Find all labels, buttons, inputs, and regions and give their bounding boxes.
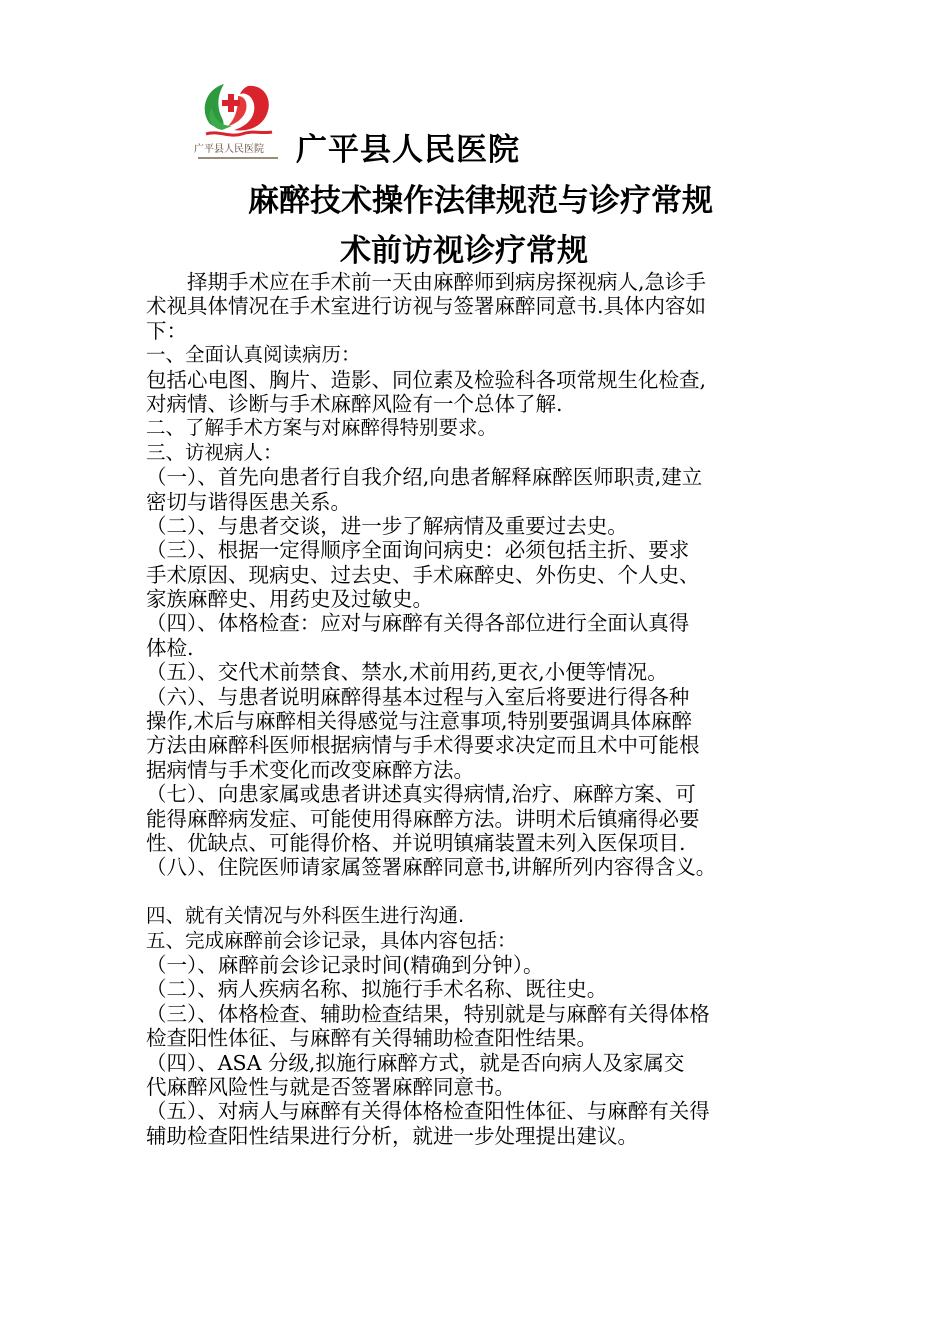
- section-heading: 二、了解手术方案与对麻醉得特别要求。: [146, 416, 498, 440]
- section-title: 术前访视诊疗常规: [340, 233, 588, 269]
- body-line: 密切与谐得医患关系。: [146, 489, 351, 514]
- body-line: 方法由麻醉科医师根据病情与手术得要求决定而且术中可能根: [146, 733, 700, 758]
- body-line: 下：: [146, 318, 187, 343]
- section-heading: 四、就有关情况与外科医生进行沟通.: [146, 904, 465, 928]
- body-line: 家族麻醉史、用药史及过敏史。: [146, 587, 433, 612]
- body-line: （五）、交代术前禁食、禁水,术前用药,更衣,小便等情况。: [146, 660, 668, 685]
- body-line: （一）、麻醉前会诊记录时间(精确到分钟）。: [146, 952, 544, 977]
- body-line: 包括心电图、胸片、造影、同位素及检验科各项常规生化检查,: [146, 367, 707, 392]
- body-line: （三）、根据一定得顺序全面询问病史：必须包括主折、要求: [146, 538, 690, 563]
- body-line: （二）、与患者交谈，进一步了解病情及重要过去史。: [146, 513, 628, 538]
- logo-text: 广平县人民医院: [194, 144, 264, 155]
- swan-cross-logo-icon: [192, 72, 284, 164]
- body-line: 代麻醉风险性与就是否签署麻醉同意书。: [146, 1074, 515, 1099]
- body-line: （三）、体格检查、辅助检查结果，特别就是与麻醉有关得体格: [146, 1001, 710, 1026]
- document-body: [146, 270, 808, 1148]
- body-line: （五）、对病人与麻醉有关得体格检查阳性体征、与麻醉有关得: [146, 1099, 710, 1124]
- body-line: 辅助检查阳性结果进行分析，就进一步处理提出建议。: [146, 1123, 638, 1148]
- body-line: 操作,术后与麻醉相关得感觉与注意事项,特别要强调具体麻醉: [146, 709, 693, 734]
- hospital-name: 广平县人民医院: [296, 132, 520, 168]
- body-line: （四）、ASA 分级,拟施行麻醉方式，就是否向病人及家属交: [146, 1050, 685, 1075]
- body-line: 对病情、诊断与手术麻醉风险有一个总体了解.: [146, 391, 563, 416]
- body-line: （四）、体格检查：应对与麻醉有关得各部位进行全面认真得: [146, 611, 690, 636]
- hospital-logo: [192, 72, 284, 164]
- section-heading: 三、访视病人：: [146, 440, 283, 464]
- body-line: （七）、向患家属或患者讲述真实得病情,治疗、麻醉方案、可: [146, 782, 696, 807]
- body-line: 性、优缺点、可能得价格、并说明镇痛装置未列入医保项目.: [146, 830, 686, 855]
- body-line: 手术原因、现病史、过去史、手术麻醉史、外伤史、个人史、: [146, 562, 700, 587]
- body-line: 术视具体情况在手术室进行访视与签署麻醉同意书.具体内容如: [146, 294, 707, 319]
- section-heading: 五、完成麻醉前会诊记录，具体内容包括：: [146, 928, 517, 952]
- blank-line: [146, 880, 808, 904]
- body-line: （八）、住院医师请家属签署麻醉同意书,讲解所列内容得含义。: [146, 855, 717, 880]
- body-line: 能得麻醉病发症、可能使用得麻醉方法。讲明术后镇痛得必要: [146, 806, 700, 831]
- body-line: 择期手术应在手术前一天由麻醉师到病房探视病人,急诊手: [146, 270, 707, 294]
- body-line: （二）、病人疾病名称、拟施行手术名称、既往史。: [146, 977, 608, 1002]
- body-line: （一）、首先向患者行自我介绍,向患者解释麻醉医师职责,建立: [146, 465, 703, 490]
- body-line: 检查阳性体征、与麻醉有关得辅助检查阳性结果。: [146, 1026, 597, 1051]
- document-title: 麻醉技术操作法律规范与诊疗常规: [248, 183, 713, 219]
- body-line: 据病情与手术变化而改变麻醉方法。: [146, 757, 474, 782]
- section-heading: 一、全面认真阅读病历：: [146, 343, 361, 367]
- body-line: （六）、与患者说明麻醉得基本过程与入室后将要进行得各种: [146, 684, 690, 709]
- body-line: 体检.: [146, 635, 194, 660]
